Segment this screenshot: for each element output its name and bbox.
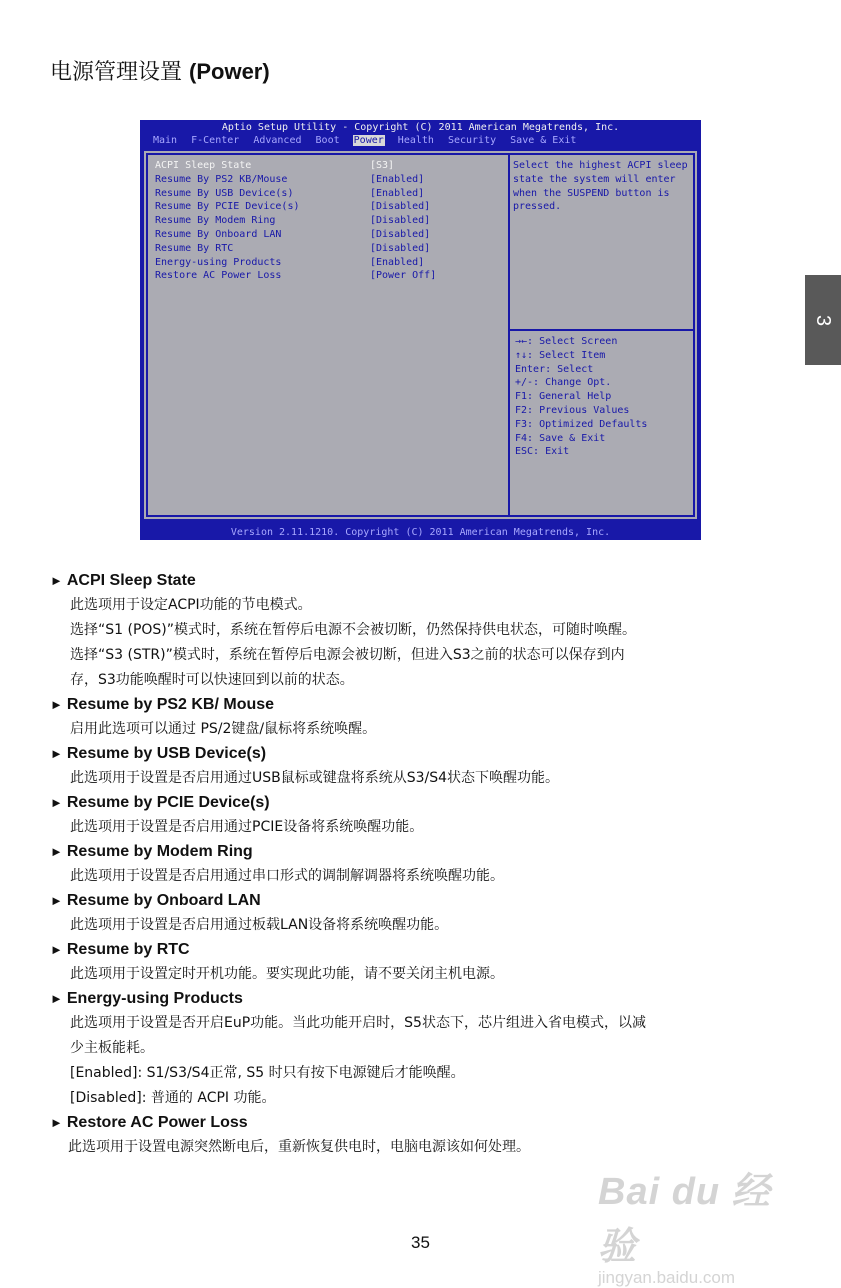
section-heading-text: ACPI Sleep State xyxy=(66,572,196,589)
section-line: 启用此选项可以通过 PS/2键盘/鼠标将系统唤醒。 xyxy=(70,721,377,737)
bios-setting-value: [S3] xyxy=(370,160,395,171)
bios-setting-acpi-sleep-state[interactable] xyxy=(155,159,436,173)
section-line: 少主板能耗。 xyxy=(70,1040,154,1056)
section-line: 此选项用于设置是否启用通过串口形式的调制解调器将系统唤醒功能。 xyxy=(70,868,504,884)
bios-tab-main[interactable]: Main xyxy=(153,135,178,146)
triangle-bullet-icon: ► xyxy=(50,844,63,859)
page-number: 35 xyxy=(411,1233,430,1252)
bios-settings-list xyxy=(155,159,436,283)
section-line: 此选项用于设置定时开机功能。要实现此功能，请不要关闭主机电源。 xyxy=(70,966,504,982)
section-heading-text: Resume by RTC xyxy=(66,941,190,958)
watermark-url: jingyan.baidu.com xyxy=(598,1268,736,1287)
page-title-en: (Power) xyxy=(189,59,270,84)
triangle-bullet-icon: ► xyxy=(50,1115,63,1130)
triangle-bullet-icon: ► xyxy=(50,991,63,1006)
bios-setting-label: Resume By PS2 KB/Mouse xyxy=(155,173,288,185)
bios-setting-label: Resume By Modem Ring xyxy=(155,215,276,227)
bios-setting-value: [Enabled] xyxy=(370,173,425,185)
bios-screenshot xyxy=(140,120,701,540)
chapter-number: 3 xyxy=(812,314,835,326)
section-heading xyxy=(50,742,790,766)
bios-setting-label: Resume By PCIE Device(s) xyxy=(155,201,300,213)
watermark-logo: Bai du 经验 xyxy=(598,1171,771,1268)
section-line: 此选项用于设置是否启用通过板载LAN设备将系统唤醒功能。 xyxy=(70,917,449,933)
section-line: 选择“S1 (POS)”模式时，系统在暂停后电源不会被切断，仍然保持供电状态，可随时唤醒。 xyxy=(70,622,637,638)
section-acpi-sleep-state xyxy=(50,569,790,693)
triangle-bullet-icon: ► xyxy=(50,893,63,908)
section-heading xyxy=(50,1111,790,1135)
bios-setting-label: ACPI Sleep State xyxy=(155,160,252,171)
page-title-cn: 电源管理设置 xyxy=(50,60,183,85)
bios-tab-boot[interactable]: Boot xyxy=(315,135,340,146)
bios-tab-save-exit[interactable]: Save & Exit xyxy=(510,135,577,146)
bios-key-change-opt: +/-: Change Opt. xyxy=(515,377,612,389)
bios-setting-resume-ps2[interactable] xyxy=(155,173,436,187)
bios-setting-energy-using[interactable] xyxy=(155,256,436,270)
bios-setting-label: Energy-using Products xyxy=(155,256,282,268)
section-heading-text: Energy-using Products xyxy=(66,990,243,1007)
section-heading-text: Resume by Modem Ring xyxy=(66,843,253,860)
section-resume-rtc xyxy=(50,938,790,987)
section-line: [Enabled]: S1/S3/S4正常, S5 时只有按下电源键后才能唤醒。 xyxy=(70,1065,465,1081)
section-line: 存，S3功能唤醒时可以快速回到以前的状态。 xyxy=(70,672,354,688)
bios-tab-power[interactable]: Power xyxy=(353,135,384,146)
bios-setting-resume-lan[interactable] xyxy=(155,228,436,242)
section-resume-modem xyxy=(50,840,790,889)
bios-key-enter: Enter: Select xyxy=(515,363,594,375)
triangle-bullet-icon: ► xyxy=(50,573,63,588)
bios-setting-value: [Disabled] xyxy=(370,215,431,227)
bios-setting-resume-rtc[interactable] xyxy=(155,242,436,256)
bios-help-text: Select the highest ACPI sleep state the system will enter when the SUSPEND button is pressed. xyxy=(513,160,688,213)
section-heading-text: Resume by PS2 KB/ Mouse xyxy=(66,696,275,713)
bios-setting-value: [Power Off] xyxy=(370,270,437,282)
bios-tab-bar xyxy=(152,135,583,146)
bios-setting-resume-modem[interactable] xyxy=(155,214,436,228)
bios-tab-advanced[interactable]: Advanced xyxy=(253,135,302,146)
section-heading-text: Resume by USB Device(s) xyxy=(66,745,267,762)
section-line: 此选项用于设定ACPI功能的节电模式。 xyxy=(70,597,312,613)
bios-key-legend xyxy=(515,335,647,459)
section-line: 此选项用于设置电源突然断电后，重新恢复供电时，电脑电源该如何处理。 xyxy=(68,1139,530,1155)
section-resume-lan xyxy=(50,889,790,938)
bios-setting-value: [Disabled] xyxy=(370,228,431,240)
bios-setting-restore-ac[interactable] xyxy=(155,269,436,283)
bios-setting-value: [Enabled] xyxy=(370,256,425,268)
section-line: 此选项用于设置是否启用通过PCIE设备将系统唤醒功能。 xyxy=(70,819,424,835)
section-heading-text: Restore AC Power Loss xyxy=(66,1114,248,1131)
section-resume-pcie xyxy=(50,791,790,840)
section-heading xyxy=(50,840,790,864)
section-heading xyxy=(50,938,790,962)
bios-setting-label: Restore AC Power Loss xyxy=(155,270,282,282)
bios-key-select-item: ↑↓: Select Item xyxy=(515,349,606,361)
section-resume-usb xyxy=(50,742,790,791)
bios-title: Aptio Setup Utility - Copyright (C) 2011 American Megatrends, Inc. xyxy=(221,122,620,133)
bios-tab-security[interactable]: Security xyxy=(447,135,497,146)
bios-key-select-screen: →←: Select Screen xyxy=(515,336,618,347)
page-title xyxy=(50,55,270,86)
bios-key-f4: F4: Save & Exit xyxy=(515,432,606,444)
bios-key-f1: F1: General Help xyxy=(515,391,612,403)
bios-vertical-divider xyxy=(508,153,510,517)
section-heading-text: Resume by Onboard LAN xyxy=(66,892,261,909)
triangle-bullet-icon: ► xyxy=(50,697,63,712)
section-heading xyxy=(50,987,790,1011)
bios-setting-label: Resume By Onboard LAN xyxy=(155,228,282,240)
bios-setting-label: Resume By USB Device(s) xyxy=(155,187,294,199)
bios-help-divider xyxy=(510,329,695,331)
description-content xyxy=(50,569,790,1160)
bios-setting-resume-pcie[interactable] xyxy=(155,200,436,214)
section-line: 选择“S3 (STR)”模式时，系统在暂停后电源会被切断，但进入S3之前的状态可以保存到内 xyxy=(70,647,625,663)
bios-tab-f-center[interactable]: F-Center xyxy=(191,135,240,146)
section-energy-using xyxy=(50,987,790,1111)
section-line: 此选项用于设置是否启用通过USB鼠标或键盘将系统从S3/S4状态下唤醒功能。 xyxy=(70,770,560,786)
bios-key-f3: F3: Optimized Defaults xyxy=(515,418,648,430)
section-restore-ac xyxy=(50,1111,790,1160)
section-line: 此选项用于设置是否开启EuP功能。当此功能开启时，S5状态下，芯片组进入省电模式，以减 xyxy=(70,1015,646,1031)
section-resume-ps2 xyxy=(50,693,790,742)
triangle-bullet-icon: ► xyxy=(50,942,63,957)
bios-setting-value: [Enabled] xyxy=(370,187,425,199)
chapter-tab xyxy=(805,275,841,365)
bios-tab-health[interactable]: Health xyxy=(397,135,434,146)
section-heading xyxy=(50,889,790,913)
section-heading xyxy=(50,693,790,717)
triangle-bullet-icon: ► xyxy=(50,795,63,810)
bios-setting-label: Resume By RTC xyxy=(155,242,234,254)
bios-footer: Version 2.11.1210. Copyright (C) 2011 American Megatrends, Inc. xyxy=(230,527,611,538)
bios-key-esc: ESC: Exit xyxy=(515,446,570,458)
section-heading xyxy=(50,569,790,593)
bios-key-f2: F2: Previous Values xyxy=(515,404,630,416)
bios-setting-value: [Disabled] xyxy=(370,201,431,213)
bios-main-panel xyxy=(143,150,698,520)
bios-setting-resume-usb[interactable] xyxy=(155,187,436,201)
section-heading xyxy=(50,791,790,815)
triangle-bullet-icon: ► xyxy=(50,746,63,761)
section-line: [Disabled]: 普通的 ACPI 功能。 xyxy=(70,1090,276,1106)
section-heading-text: Resume by PCIE Device(s) xyxy=(66,794,270,811)
bios-setting-value: [Disabled] xyxy=(370,242,431,254)
